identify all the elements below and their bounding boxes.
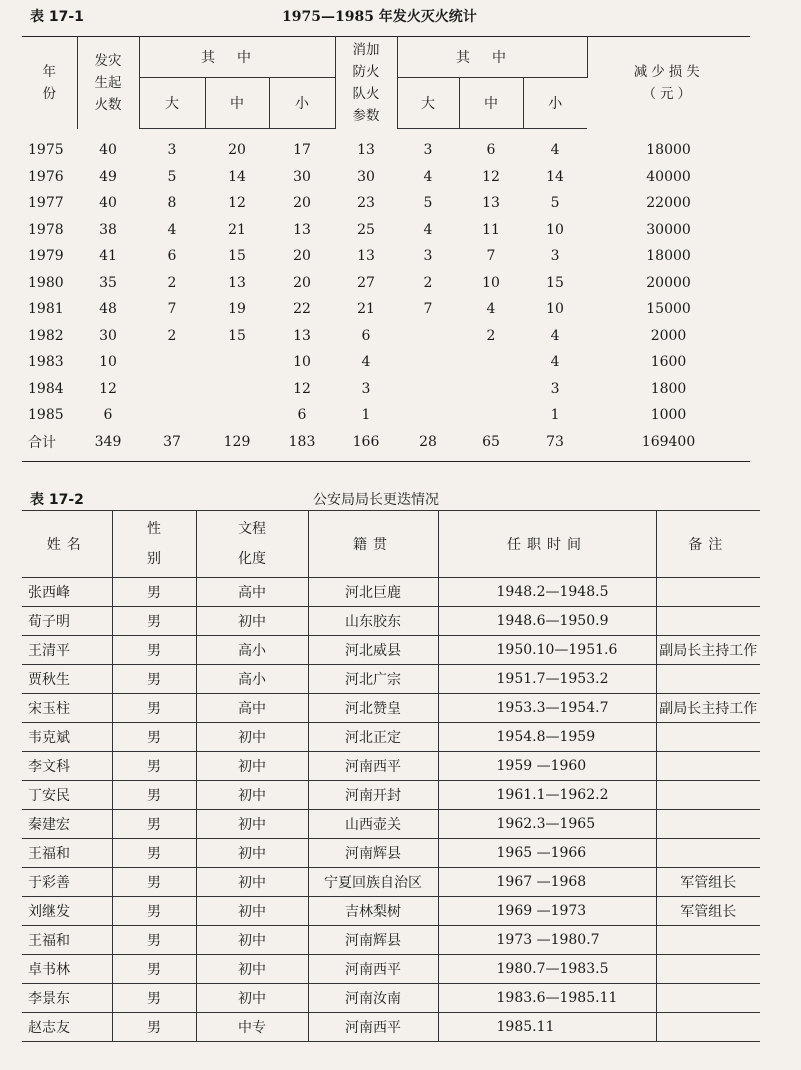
table-cell: 17 [293, 142, 311, 159]
table-cell: 30 [99, 327, 117, 344]
table-cell: 48 [99, 301, 117, 318]
table-cell: 6 [103, 407, 113, 424]
table-row [22, 323, 750, 350]
table-cell: 14 [546, 168, 564, 185]
table-row [22, 164, 750, 191]
table-cell: 22000 [646, 195, 691, 212]
table-cell: 23 [357, 195, 375, 212]
table-cell: 2 [423, 274, 433, 291]
table-cell: 男 [112, 694, 196, 723]
table-cell: 7 [486, 248, 496, 265]
table-cell: 5 [167, 168, 177, 185]
table-cell: 男 [112, 955, 196, 984]
table-cell [656, 752, 760, 781]
table-cell: 3 [423, 142, 433, 159]
header-name: 姓名 [22, 511, 112, 578]
header-loss: 减少损失（元） [633, 63, 704, 102]
table-cell [656, 578, 760, 607]
table-cell: 1982 [28, 327, 64, 344]
table-cell [459, 376, 523, 403]
table-cell: 1977 [28, 195, 64, 212]
table-cell: 20 [293, 248, 311, 265]
table-cell [656, 926, 760, 955]
table-cell: 1962.3—1965 [438, 810, 656, 839]
table-cell: 4 [423, 221, 433, 238]
table-cell: 73 [546, 433, 564, 450]
table-cell: 10 [99, 354, 117, 371]
table-cell: 11 [482, 221, 500, 238]
table-cell: 1984 [28, 380, 64, 397]
table-cell [656, 810, 760, 839]
table-row [22, 1013, 760, 1042]
table2-label: 表 17-2 [30, 492, 84, 508]
table-cell: 2 [167, 327, 177, 344]
table-row [22, 665, 760, 694]
table-cell: 22 [293, 301, 311, 318]
table-cell: 男 [112, 810, 196, 839]
table-cell: 4 [423, 168, 433, 185]
table-cell: 男 [112, 723, 196, 752]
header-sub2-medium: 中 [459, 78, 523, 129]
table-cell: 1983.6—1985.11 [438, 984, 656, 1013]
table-cell [656, 665, 760, 694]
table-cell: 40 [99, 195, 117, 212]
table-cell: 13 [357, 142, 375, 158]
table-row [22, 984, 760, 1013]
table-cell: 15 [546, 274, 564, 291]
table-cell: 169400 [641, 433, 696, 450]
table-cell: 荀子明 [22, 607, 112, 636]
table-cell: 河南西平 [308, 752, 438, 781]
table-cell: 27 [357, 274, 375, 291]
table-cell: 河南开封 [308, 781, 438, 810]
table-cell: 男 [112, 636, 196, 665]
table-cell: 高中 [196, 578, 308, 607]
table-cell: 初中 [196, 752, 308, 781]
table-cell: 1976 [28, 168, 64, 185]
header-brigade: 消加防火队火参数 [335, 37, 397, 129]
table-cell: 宋玉柱 [22, 694, 112, 723]
table-cell: 高小 [196, 665, 308, 694]
table-cell: 20000 [646, 274, 691, 291]
table-cell: 6 [361, 327, 371, 344]
table-cell: 10 [293, 354, 311, 371]
table-cell: 张西峰 [22, 578, 112, 607]
table-cell: 1981 [28, 301, 64, 318]
table-cell: 初中 [196, 984, 308, 1013]
table-cell: 副局长主持工作 [656, 694, 760, 723]
table-cell: 刘继发 [22, 897, 112, 926]
table-cell [656, 723, 760, 752]
table-cell: 7 [167, 301, 177, 318]
table-cell: 男 [112, 839, 196, 868]
police-chief-table [22, 510, 760, 1042]
table-cell: 3 [361, 380, 371, 397]
table-cell: 1975 [28, 142, 64, 158]
table-cell: 副局长主持工作 [656, 636, 760, 665]
table-cell: 河北正定 [308, 723, 438, 752]
table-row [22, 839, 760, 868]
table-cell: 19 [228, 301, 246, 318]
table-cell: 20 [228, 142, 246, 159]
table-cell: 合计 [28, 434, 56, 451]
table-cell: 1978 [28, 221, 64, 238]
table-cell: 李文科 [22, 752, 112, 781]
fire-statistics-table [22, 36, 750, 462]
table-cell: 吉林梨树 [308, 897, 438, 926]
table-row [22, 955, 760, 984]
table-row [22, 376, 750, 403]
table-cell: 于彩善 [22, 868, 112, 897]
table2-title: 公安局局长更迭情况 [313, 492, 439, 508]
table-row [22, 694, 760, 723]
table-cell: 2 [167, 274, 177, 291]
table-cell: 王福和 [22, 839, 112, 868]
table-cell: 6 [486, 142, 496, 159]
table-cell [139, 349, 205, 376]
table-cell: 1973 —1980.7 [438, 926, 656, 955]
table-cell: 1979 [28, 248, 64, 265]
table-cell: 男 [112, 926, 196, 955]
table-cell: 1953.3—1954.7 [438, 694, 656, 723]
table-cell: 8 [167, 195, 177, 212]
header-sub1-large: 大 [139, 78, 205, 129]
table-cell: 10 [546, 221, 564, 238]
table-row [22, 296, 750, 323]
table-row [22, 429, 750, 462]
table-cell: 15 [228, 327, 246, 344]
table-cell: 49 [99, 168, 117, 185]
table-cell: 男 [112, 578, 196, 607]
table-cell [397, 376, 459, 403]
table-cell: 15000 [646, 301, 691, 318]
header-tenure: 任职时间 [438, 511, 656, 578]
table-cell: 河南西平 [308, 1013, 438, 1042]
table-cell [205, 402, 269, 429]
table-cell: 12 [293, 380, 311, 397]
table-cell: 21 [228, 221, 246, 238]
header-group2: 其中 [397, 37, 587, 78]
table-cell: 5 [423, 195, 433, 212]
table-cell: 王福和 [22, 926, 112, 955]
table-cell: 宁夏回族自治区 [308, 868, 438, 897]
table-cell: 男 [112, 607, 196, 636]
header-hometown: 籍贯 [308, 511, 438, 578]
table-cell: 1969 —1973 [438, 897, 656, 926]
table-cell: 4 [486, 301, 496, 318]
table-cell: 男 [112, 665, 196, 694]
header-group1: 其中 [139, 37, 335, 78]
table-cell [656, 1013, 760, 1042]
table-cell: 15 [228, 248, 246, 265]
table-cell: 1 [550, 407, 560, 424]
table-cell [205, 376, 269, 403]
table-cell [656, 781, 760, 810]
table-cell: 1948.2—1948.5 [438, 578, 656, 607]
table-cell: 军管组长 [656, 897, 760, 926]
table-cell [656, 984, 760, 1013]
table-cell: 丁安民 [22, 781, 112, 810]
table-cell: 高小 [196, 636, 308, 665]
table-cell: 14 [228, 168, 246, 185]
table-row [22, 810, 760, 839]
table-cell: 4 [550, 327, 560, 344]
table-cell: 30 [293, 168, 311, 185]
table-cell: 男 [112, 752, 196, 781]
table-cell: 4 [361, 354, 371, 371]
table-cell: 3 [550, 248, 560, 265]
table-cell: 河北威县 [308, 636, 438, 665]
table-row [22, 129, 750, 164]
table-cell: 韦克斌 [22, 723, 112, 752]
table-cell: 河南辉县 [308, 839, 438, 868]
table-cell: 1980 [28, 274, 64, 291]
table-cell: 12 [99, 380, 117, 397]
table-cell: 1 [361, 407, 371, 424]
table-cell: 初中 [196, 955, 308, 984]
table-cell: 初中 [196, 810, 308, 839]
table-row [22, 402, 750, 429]
table-cell: 1951.7—1953.2 [438, 665, 656, 694]
table-cell [205, 349, 269, 376]
table-row [22, 349, 750, 376]
table-cell: 中专 [196, 1013, 308, 1042]
table-cell: 6 [297, 407, 307, 424]
table-row [22, 270, 750, 297]
table-row [22, 190, 750, 217]
table-cell: 4 [550, 354, 560, 371]
table-cell: 初中 [196, 839, 308, 868]
header-education: 文程化度 [196, 511, 308, 578]
table-row [22, 723, 760, 752]
header-year: 年份 [22, 37, 77, 129]
table-cell: 初中 [196, 926, 308, 955]
table-cell: 男 [112, 897, 196, 926]
table-cell: 129 [223, 433, 251, 450]
table-cell: 1983 [28, 354, 64, 371]
table-cell: 1965 —1966 [438, 839, 656, 868]
table-row [22, 752, 760, 781]
table-cell: 20 [293, 195, 311, 212]
table-cell: 1954.8—1959 [438, 723, 656, 752]
table-cell: 1985.11 [438, 1013, 656, 1042]
table-cell [656, 607, 760, 636]
table-cell [397, 349, 459, 376]
table-cell: 河北巨鹿 [308, 578, 438, 607]
table-cell: 1950.10—1951.6 [438, 636, 656, 665]
table-cell: 1985 [28, 407, 64, 424]
table-cell: 高中 [196, 694, 308, 723]
table-cell: 7 [423, 301, 433, 318]
table1-title: 1975—1985 年发火灭火统计 [282, 9, 477, 25]
table-cell: 河北广宗 [308, 665, 438, 694]
table-cell: 166 [352, 433, 380, 450]
table-cell: 349 [94, 433, 122, 450]
table-cell: 河南西平 [308, 955, 438, 984]
table-cell: 4 [167, 221, 177, 238]
table-cell: 40 [99, 142, 117, 158]
table-cell [656, 955, 760, 984]
table-cell: 3 [550, 380, 560, 397]
table-cell: 18000 [646, 248, 691, 265]
table-cell: 1000 [650, 407, 687, 424]
table-cell: 1948.6—1950.9 [438, 607, 656, 636]
table-cell [459, 349, 523, 376]
table-cell: 6 [167, 248, 177, 265]
table-cell: 秦建宏 [22, 810, 112, 839]
table-cell: 初中 [196, 723, 308, 752]
table-cell: 25 [357, 221, 375, 238]
table-cell: 贾秋生 [22, 665, 112, 694]
table-row [22, 636, 760, 665]
table-row [22, 243, 750, 270]
table-cell: 30000 [646, 221, 691, 238]
table-cell [397, 323, 459, 350]
header-sub1-medium: 中 [205, 78, 269, 129]
table-cell: 山东胶东 [308, 607, 438, 636]
table-cell: 13 [293, 327, 311, 344]
header-gender: 性别 [112, 511, 196, 578]
table-cell: 37 [163, 433, 181, 450]
table-row [22, 578, 760, 607]
table-cell: 河南辉县 [308, 926, 438, 955]
table-row [22, 868, 760, 897]
table-cell: 1800 [650, 380, 687, 397]
header-sub2-small: 小 [523, 78, 587, 129]
table-cell: 男 [112, 781, 196, 810]
table-cell: 20 [293, 274, 311, 291]
table-cell: 38 [99, 221, 117, 238]
table-cell: 35 [99, 274, 117, 291]
table-cell: 初中 [196, 868, 308, 897]
table-cell: 初中 [196, 607, 308, 636]
header-sub1-small: 小 [269, 78, 335, 129]
table-cell: 1980.7—1983.5 [438, 955, 656, 984]
table-cell: 1967 —1968 [438, 868, 656, 897]
table-cell: 18000 [646, 142, 691, 158]
table-cell: 河北赞皇 [308, 694, 438, 723]
table-cell [139, 402, 205, 429]
header-remark: 备注 [656, 511, 760, 578]
table-cell: 1600 [650, 354, 687, 371]
table-cell: 12 [228, 195, 246, 212]
table-cell: 2000 [650, 327, 687, 344]
table-cell: 13 [482, 195, 500, 212]
table-cell: 40000 [646, 168, 691, 185]
table-cell: 13 [357, 248, 375, 265]
table-cell: 赵志友 [22, 1013, 112, 1042]
table-cell: 21 [357, 301, 375, 318]
table-cell: 41 [99, 248, 117, 265]
table-row [22, 781, 760, 810]
table-cell: 12 [482, 168, 500, 185]
table1-label: 表 17-1 [30, 9, 84, 25]
table-row [22, 897, 760, 926]
header-sub2-large: 大 [397, 78, 459, 129]
table-cell: 山西壶关 [308, 810, 438, 839]
table-cell: 1959 —1960 [438, 752, 656, 781]
table-cell: 初中 [196, 781, 308, 810]
table-cell: 4 [550, 142, 560, 159]
table-cell: 3 [423, 248, 433, 265]
table-cell: 初中 [196, 897, 308, 926]
table-row [22, 607, 760, 636]
table-cell: 河南汝南 [308, 984, 438, 1013]
table-cell: 3 [167, 142, 177, 159]
table-cell: 男 [112, 1013, 196, 1042]
table-cell [459, 402, 523, 429]
table-cell: 65 [482, 433, 500, 450]
table-cell: 5 [550, 195, 560, 212]
table-cell: 183 [288, 433, 316, 450]
table-cell: 王清平 [22, 636, 112, 665]
table-cell: 28 [419, 433, 437, 450]
table-cell: 13 [228, 274, 246, 291]
table-cell: 男 [112, 984, 196, 1013]
table-row [22, 217, 750, 244]
table-cell: 30 [357, 168, 375, 185]
table-cell: 1961.1—1962.2 [438, 781, 656, 810]
table-cell [139, 376, 205, 403]
table-row [22, 926, 760, 955]
table-cell: 卓书林 [22, 955, 112, 984]
table-cell: 军管组长 [656, 868, 760, 897]
table-cell: 10 [482, 274, 500, 291]
header-fires: 发灾生起火数 [77, 37, 139, 129]
table-cell: 2 [486, 327, 496, 344]
table-cell [397, 402, 459, 429]
table-cell [656, 839, 760, 868]
table-cell: 13 [293, 221, 311, 238]
table-cell: 10 [546, 301, 564, 318]
table-cell: 李景东 [22, 984, 112, 1013]
table-cell: 男 [112, 868, 196, 897]
